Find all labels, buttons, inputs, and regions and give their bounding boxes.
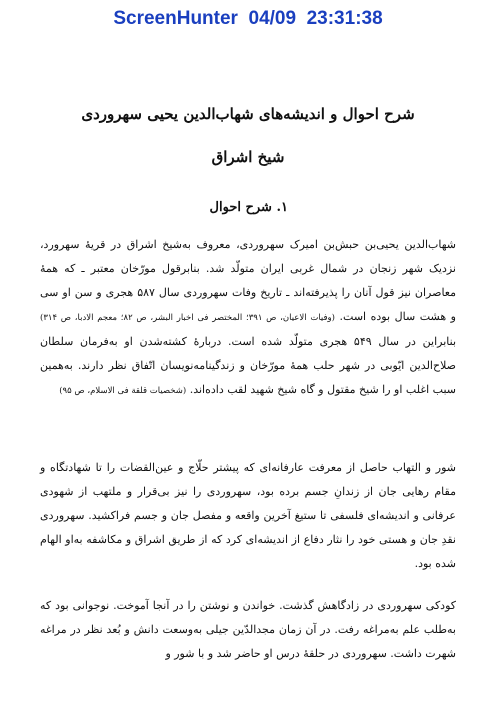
- page-title: شرح احوال و اندیشه‌های شهاب‌الدین یحیی سهروردی: [81, 105, 415, 123]
- paragraph-2: شور و التهاب حاصل از معرفت عارفانه‌ای که پیشتر حلّاج و عین‌القضات را تا شهادتگاه و مقام رهایی جان از زندانِ جسم برده بود، سهروردی را نیز بی‌قرار و ملتهب از شهودی عرفانی و اندیشه‌ای فلسفی تا ستیغ آخرین واقعه و مفصل جان و جسم فراکشید. سهروردی نقدِ جان و هستی خود را نثار دفاع از اندیشه‌ای کرد که از طریق اشراق و مکاشفه به‌او الهام شده بود.: [40, 461, 456, 570]
- section-heading: ۱. شرح احوال: [209, 200, 288, 215]
- page-subtitle: شیخ اشراق: [211, 148, 285, 166]
- paragraph-text: بنابراین در سال ۵۴۹ هجری متولّد شده است. دربارهٔ کشته‌شدن او به‌فرمان سلطان صلاح‌الدین ایّوبی در شهر حلب همهٔ مورّخان و زندگینامه‌نویسان اتّفاق نظر دارند. به‌همین سبب اغلب او را شیخ مقتول و گاه شیخ شهید لقب داده‌اند.: [40, 335, 457, 396]
- screenhunter-watermark: ScreenHunter 04/09 23:31:38: [113, 8, 383, 29]
- paragraph-1: [40, 233, 456, 403]
- paragraph-text: شهاب‌الدین یحیی‌بن حبش‌بن امیرک سهروردی، معروف به‌شیخ اشراق در قریهٔ سهرورد، نزدیک شهر زنجان در شمال غربی ایران متولّد شد. بنابرقول مورّخان معتبر ـ که همهٔ معاصران نیز قول آنان را پذیرفته‌اند ـ تاریخ وفات سهروردی سال ۵۸۷ هجری و سن او سی و هشت سال بوده است.: [40, 238, 456, 323]
- citation: (وفیات الاعیان، ص ۳۹۱؛ المختصر فی اخبار البشر، ص ۸۲؛ معجم الادبا، ص ۳۱۴): [40, 313, 335, 323]
- citation: (شخصیات قلقة فی الاسلام، ص ۹۵): [59, 386, 187, 396]
- paragraph-3: کودکی سهروردی در زادگاهش گذشت. خواندن و نوشتن را در آنجا آموخت. نوجوانی بود که به‌طلب علم به‌مراغه رفت. در آن زمان مجدالدّین جیلی به‌وسعت دانش و بُعد نظر در مراغه شهرت داشت. سهروردی در حلقهٔ درس او حاضر شد و با شور و: [40, 599, 456, 660]
